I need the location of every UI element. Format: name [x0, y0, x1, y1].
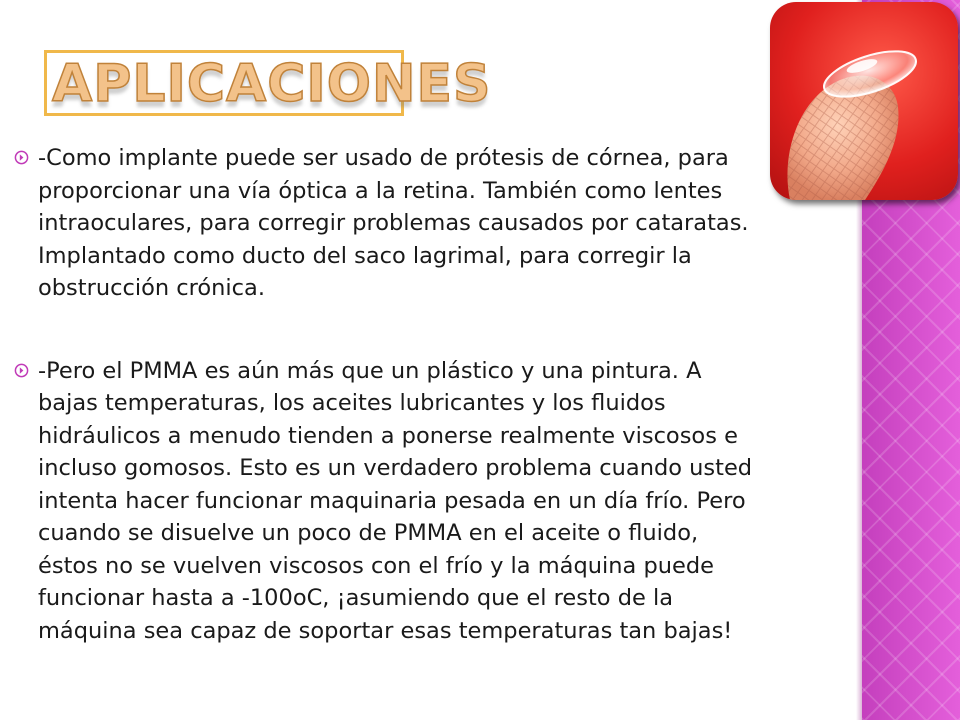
paragraph-line: incluso gomosos. Esto es un verdadero problema cuando usted	[38, 455, 753, 481]
paragraph-line: intenta hacer funcionar maquinaria pesada en un día frío. Pero	[38, 487, 746, 514]
paragraph-line: hidráulicos a menudo tienden a ponerse realmente viscosos e	[38, 422, 738, 449]
paragraph-line: funcionar hasta a -100oC, ¡asumiendo que el resto de la	[38, 585, 674, 611]
circle-arrow-bullet-icon	[14, 150, 29, 165]
paragraph-1	[14, 142, 864, 305]
paragraph-line: -Pero el PMMA es aún más que un plástico y una pintura. A	[38, 357, 702, 384]
paragraph-line: Implantado como ducto del saco lagrimal, para corregir la	[38, 242, 692, 269]
paragraph-line: éstos no se vuelven viscosos con el frío y la máquina puede	[38, 552, 714, 579]
paragraph-line: intraoculares, para corregir problemas causados por cataratas.	[38, 210, 749, 236]
paragraph-line: cuando se disuelve un poco de PMMA en el aceite o fluido,	[38, 520, 699, 546]
circle-arrow-bullet-icon	[14, 363, 29, 378]
paragraph-line: obstrucción crónica.	[38, 275, 265, 301]
paragraph-line: -Como implante puede ser usado de prótesis de córnea, para	[38, 145, 729, 171]
paragraph-line: máquina sea capaz de soportar esas temperaturas tan bajas!	[38, 617, 733, 644]
paragraph-line: bajas temperaturas, los aceites lubricantes y los fluidos	[38, 390, 666, 416]
slide-title: APLICACIONES	[52, 54, 492, 114]
slide-body	[14, 142, 864, 697]
paragraph-2	[14, 355, 864, 648]
paragraph-line: proporcionar una vía óptica a la retina. También como lentes	[38, 177, 723, 204]
